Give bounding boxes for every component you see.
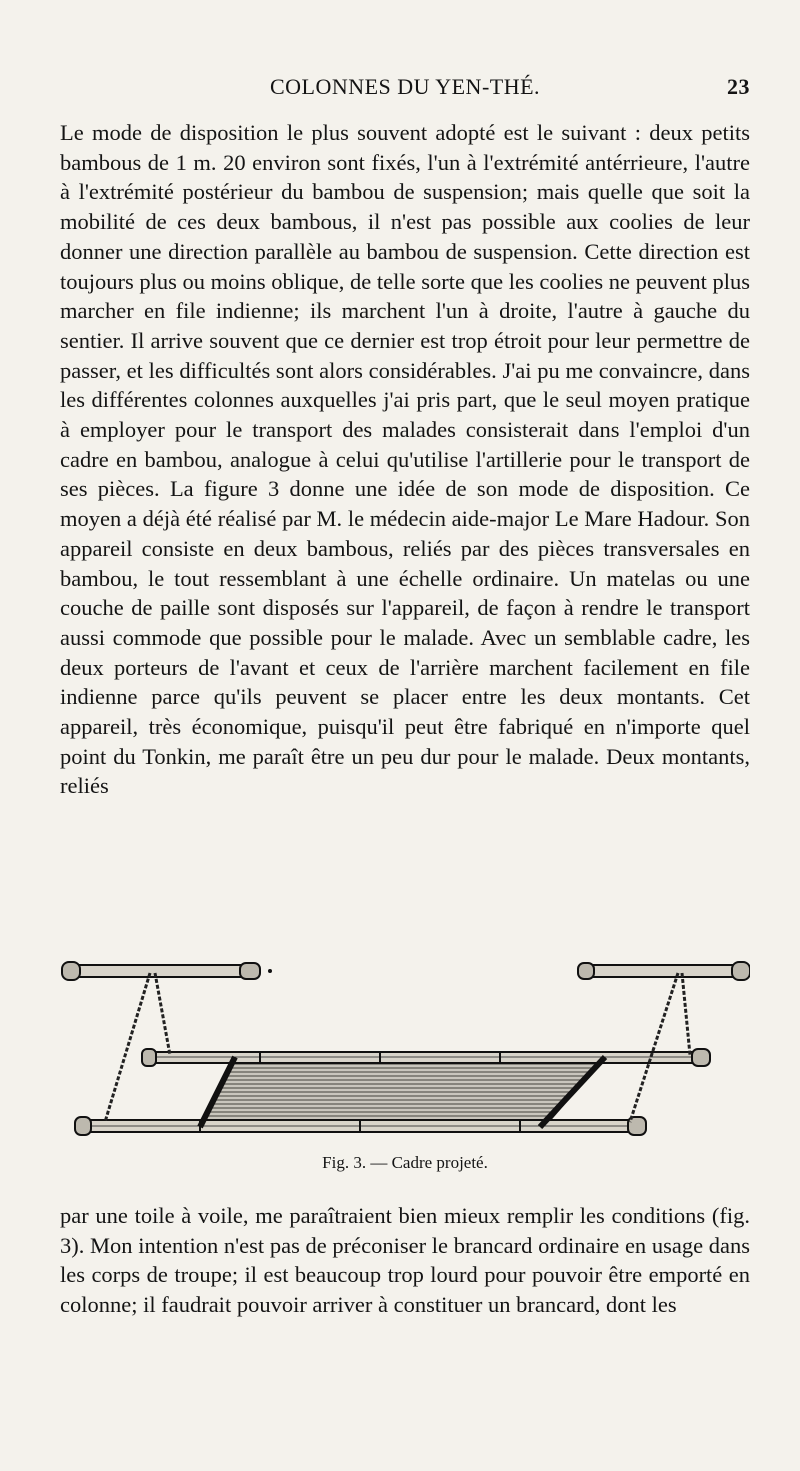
running-title: COLONNES DU YEN-THÉ. <box>269 74 541 99</box>
paragraph-1: Le mode de disposition le plus souvent adopté est le suivant : deux petits bambous de 1 m. 20 environ sont fixés, l'un à l'extrémité antérrieure, l'autre à l'extrémité postérieur du bambou de suspension; mais quelle que soit la mobilité de ces deux bambous, il n'est pas possible aux coolies de leur donner une direction parallèle au bambou de suspension. Cette direction est toujours plus ou moins oblique, de telle sorte que les coolies ne peuvent plus marcher en file indienne; ils marchent l'un à droite, l'autre à gauche du sentier. Il arrive souvent que ce dernier est trop étroit pour leur permettre de passer, et les difficultés sont alors considérables. J'ai pu me convaincre, dans les différentes colonnes auxquelles j'ai pris part, que le seul moyen pratique à employer pour le transport des malades consisterait dans l'emploi d'un cadre en bambou, analogue à celui qu'utilise l'artillerie pour le transport de ses pièces. La figure 3 donne une idée de son mode de disposition. Ce moyen a déjà été réalisé par M. le médecin aide-major Le Mare Hadour. Son appareil consiste en deux bambous, reliés par des pièces transversales en bambou, le tout ressemblant à une échelle ordinaire. Un matelas ou une couche de paille sont disposés sur l'appareil, de façon à rendre le transport aussi commode que possible pour le malade. Avec un semblable cadre, les deux porteurs de l'avant et ceux de l'arrière marchent facilement en file indienne parce qu'ils peuvent se placer entre les deux montants. Cet appareil, très économique, puisqu'il peut être fabriqué en n'importe quel point du Tonkin, me paraît être un peu dur pour le malade. Deux montants, reliés <box>60 120 750 799</box>
figure-caption: Fig. 3. — Cadre projeté. <box>322 1153 488 1172</box>
left-suspension-bar <box>65 965 260 977</box>
stretcher-illustration <box>60 955 750 1145</box>
running-head <box>60 70 750 106</box>
figure-stretcher <box>60 955 750 1185</box>
page-number: 23 <box>727 74 750 99</box>
right-suspension-bar <box>580 965 750 977</box>
paragraph-2: par une toile à voile, me paraîtraient bien mieux remplir les conditions (fig. 3). Mon intention n'est pas de préconiser le brancard ordinaire en usage dans les corps de troupe; il est beaucoup trop lourd pour pouvoir être emporté en colonne; il faudrait pouvoir arriver à constituer un brancard, dont les <box>60 1203 750 1318</box>
